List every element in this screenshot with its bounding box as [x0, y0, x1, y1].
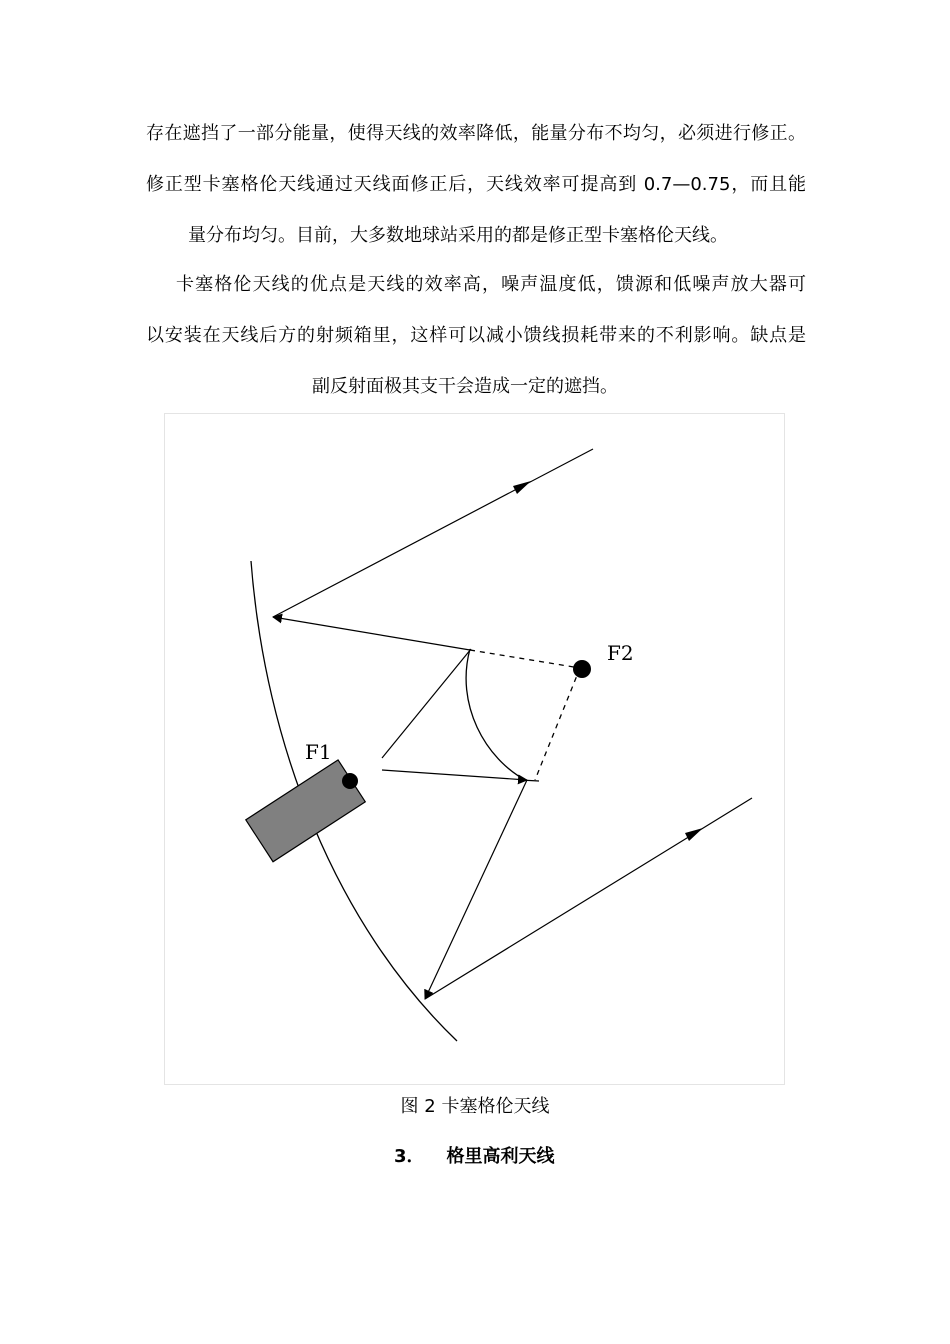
figure-caption: 图 2 卡塞格伦天线 — [400, 1096, 550, 1117]
reflected-ray — [273, 617, 470, 650]
paragraph-line: 存在遮挡了一部分能量，使得天线的效率降低，能量分布不均匀，必须进行修正。 — [146, 123, 806, 144]
feed-ray — [382, 649, 471, 758]
paragraph-line: 卡塞格伦天线的优点是天线的效率高，噪声温度低，馈源和低噪声放大器可 — [176, 274, 806, 295]
sub-ref-tick — [520, 780, 539, 781]
label-f2: F2 — [607, 641, 634, 665]
feed-ray — [382, 770, 527, 780]
outgoing-beam — [425, 798, 752, 999]
antenna-figure — [164, 413, 785, 1085]
section-heading — [394, 1145, 555, 1169]
dashed-focal-line — [535, 668, 580, 780]
focal-point-f1 — [342, 773, 358, 789]
reflected-ray — [425, 780, 527, 999]
dashed-focal-line — [470, 650, 580, 668]
paragraph-line: 修正型卡塞格伦天线通过天线面修正后，天线效率可提高到 0.7—0.75，而且能 — [146, 174, 806, 195]
label-f1: F1 — [305, 740, 332, 764]
paragraph-line: 以安装在天线后方的射频箱里，这样可以减小馈线损耗带来的不利影响。缺点是 — [146, 325, 806, 346]
section-number: 3． — [394, 1146, 425, 1167]
paragraph-line: 副反射面极其支干会造成一定的遮挡。 — [312, 376, 618, 397]
section-title: 格里高利天线 — [446, 1146, 555, 1167]
paragraph-line: 量分布均匀。目前，大多数地球站采用的都是修正型卡塞格伦天线。 — [188, 225, 728, 246]
beam-arrowhead — [513, 481, 531, 494]
cassegrain-antenna-diagram — [165, 414, 786, 1086]
beam-arrowhead — [685, 828, 703, 841]
outgoing-beam — [273, 449, 593, 617]
sub-reflector-curve — [466, 649, 527, 781]
focal-point-f2 — [573, 660, 591, 678]
